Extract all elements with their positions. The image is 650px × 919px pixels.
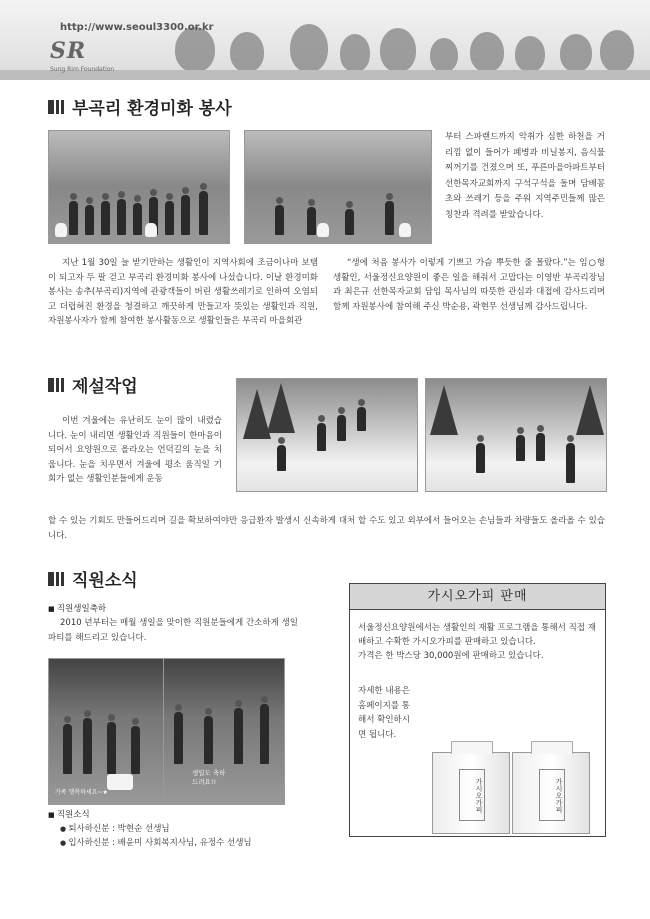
photo-volunteers-cleaning — [244, 130, 432, 244]
title-bars-icon — [48, 100, 64, 114]
site-url[interactable]: http://www.seoul3300.or.kr — [60, 22, 214, 33]
photo-caption-1: 가족 행복하세요~★ — [55, 789, 108, 796]
product-box-label: 가시오가피 — [459, 769, 485, 821]
list-item: ● 퇴사하신분 : 박현순 선생님 — [60, 822, 252, 836]
sale-info-text: 자세한 내용은 홈페이지를 통해서 확인하시면 됩니다. — [358, 686, 410, 740]
section-title-text: 부곡리 환경미화 봉사 — [72, 99, 232, 119]
tree-decoration — [430, 38, 458, 72]
photo-snow-removal-1 — [236, 378, 418, 492]
section-title-text: 제설작업 — [72, 377, 138, 397]
product-box — [512, 752, 590, 834]
section2-narrow-text: 이번 겨울에는 유난히도 눈이 많이 내렸습니다. 눈이 내리면 생활인과 직원들이 한마음이 되어서 요양원으로 올라오는 언덕길의 눈을 치웁니다. 눈을 치우면서 겨울에 평소 움직일 기회가 없는 생활인분들에게 운동 — [48, 416, 222, 484]
title-bars-icon — [48, 378, 64, 392]
section1-left-text: 지난 1월 30일 늘 받기만하는 생활인이 지역사회에 조금이나마 보탬이 되고자 두 팔 걷고 부곡리 환경미화 봉사에 나섰습니다. 이날 환경미화봉사는 송추(부곡리)지역에 관광객들이 버린 생활쓰레기로 인하여 오염되고 더럽혀진 환경을 청결하고 깨끗하게 만들고자 뜻있는 생활인과 직원, 자원봉사자가 함께 참여한 봉사활동으로 생활인들은 부곡리 마을회관 — [48, 258, 318, 326]
tree-decoration — [515, 36, 545, 72]
birthday-text: 2010 년부터는 매월 생일을 맞이한 직원분들에게 간소하게 생일파티를 해드리고 있습니다. — [48, 618, 298, 643]
section-title-staff — [48, 566, 138, 591]
tree-decoration — [230, 32, 264, 72]
section1-right-text: 부터 스파랜드까지 악취가 심한 하천을 거리낌 없이 들어가 폐병과 비닐봉지, 음식물찌꺼기를 건졌으며 또, 푸른마을아파트부터 선한목자교회까지 구석구석을 돌며 담배꽁초와 쓰레기 등을 주워 지역주민들께 많은 칭찬과 격려를 받았습니다. — [445, 132, 605, 220]
sub-heading-staff-news: ■ 직원소식 — [48, 808, 90, 820]
sale-description: 서울정신요양원에서는 생활인의 재활 프로그램을 통해서 직접 재배하고 수확한 가시오가피를 판매하고 있습니다. — [358, 623, 596, 647]
tree-decoration — [470, 32, 504, 72]
photo-caption-2: 생일도 축하드려요!! — [192, 769, 226, 786]
section-title-text: 직원소식 — [72, 571, 138, 591]
logo-subtitle: Sung Rim Foundation — [50, 66, 115, 73]
section-title-snow — [48, 372, 138, 397]
tree-decoration — [290, 24, 328, 72]
tree-decoration — [175, 27, 215, 72]
photo-birthday-2 — [163, 658, 285, 805]
tree-decoration — [340, 34, 370, 72]
sale-text — [358, 621, 598, 663]
title-bars-icon — [48, 572, 64, 586]
photo-volunteers-group — [48, 130, 230, 244]
sub-heading-birthday: ■ 직원생일축하 — [48, 602, 106, 614]
tree-decoration — [600, 30, 634, 72]
section1-right-text2: “생에 처음 봉사가 이렇게 기쁘고 가슴 뿌듯한 줄 몰랐다.”는 임○형 생활인, 서울정신요양원이 좋은 일을 해줘서 고맙다는 이영반 부곡리장님과 최은규 선한목자교회 담임 목사님의 따뜻한 관심과 대접에 감사드리며 함께 자원봉사에 참여해 주신 박순용, 곽현무 선생님께 감사드립니다. — [333, 258, 605, 312]
staff-news-list — [60, 822, 252, 850]
section2-wide-text: 할 수 있는 기회도 만들어드리며 길을 확보하여야만 응급환자 발생시 신속하게 대처 할 수도 있고 외부에서 들어오는 손님들과 차량들도 올라올 수 있습니다. — [48, 516, 605, 541]
product-box — [432, 752, 510, 834]
page-header — [0, 0, 650, 80]
sale-price: 가격은 한 박스당 30,000원에 판매하고 있습니다. — [358, 651, 544, 661]
section-title-cleanup — [48, 94, 232, 119]
sale-box — [349, 583, 606, 837]
tree-decoration — [560, 34, 592, 72]
product-boxes — [432, 734, 594, 834]
product-box-label: 가시오가피 — [539, 769, 565, 821]
list-item: ● 입사하신분 : 배윤미 사회복지사님, 유정수 선생님 — [60, 836, 252, 850]
logo: SR — [50, 38, 87, 64]
tree-decoration — [380, 28, 416, 72]
sale-title: 가시오가피 판매 — [350, 584, 605, 610]
photo-birthday-1 — [48, 658, 165, 805]
photo-snow-removal-2 — [425, 378, 607, 492]
